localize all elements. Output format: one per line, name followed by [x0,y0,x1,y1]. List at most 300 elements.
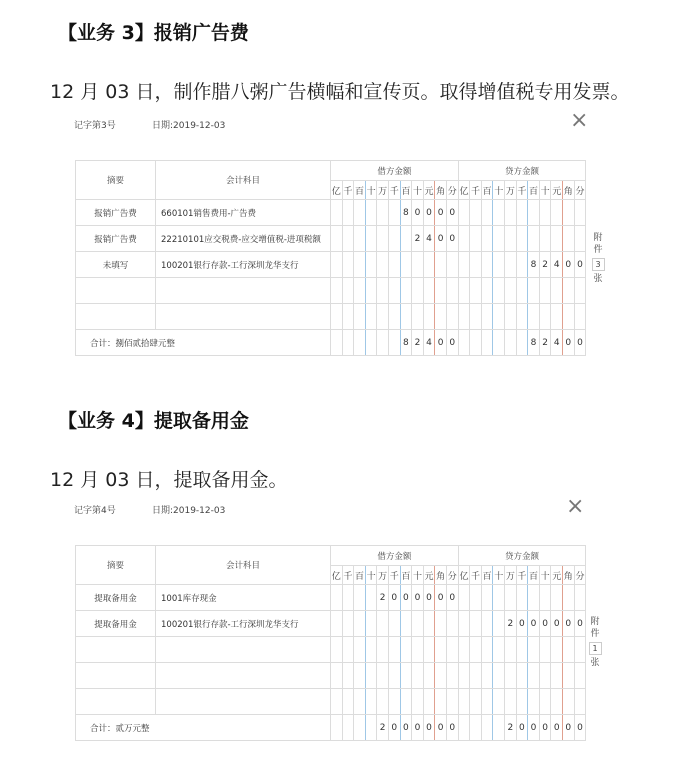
credit-digit[interactable] [458,585,470,611]
credit-digit[interactable] [574,689,586,715]
credit-digit[interactable] [563,663,575,689]
credit-digit[interactable] [493,304,505,330]
credit-digit[interactable] [470,200,482,226]
row-account[interactable] [156,689,331,715]
debit-digit[interactable]: 0 [412,585,424,611]
credit-digit[interactable] [516,304,528,330]
unit-label: 万 [377,181,389,200]
credit-digit[interactable] [551,200,563,226]
total-debit-digit: 2 [412,330,424,356]
total-debit-digit: 0 [435,715,447,741]
credit-digit[interactable] [574,226,586,252]
debit-digit[interactable] [354,637,366,663]
attachment-label: 件 [590,629,600,639]
credit-digit[interactable] [563,304,575,330]
credit-digit[interactable] [528,585,540,611]
debit-digit[interactable] [412,252,424,278]
row-account[interactable]: 22210101应交税费-应交增值税-进项税额 [156,226,331,252]
credit-digit[interactable] [551,689,563,715]
debit-digit[interactable] [446,689,458,715]
debit-digit[interactable] [435,304,447,330]
credit-digit[interactable] [481,663,493,689]
total-debit-digit [377,330,389,356]
debit-digit[interactable] [423,278,435,304]
voucher-row[interactable] [76,200,586,226]
debit-digit[interactable] [377,200,389,226]
credit-digit[interactable] [481,200,493,226]
debit-digit[interactable] [342,200,354,226]
row-summary[interactable]: 提取备用金 [76,585,156,611]
credit-digit[interactable]: 0 [551,611,563,637]
unit-label: 十 [412,566,424,585]
debit-digit[interactable] [377,663,389,689]
credit-digit[interactable] [493,226,505,252]
debit-digit[interactable] [365,611,377,637]
credit-digit[interactable] [516,663,528,689]
credit-digit[interactable] [505,663,517,689]
debit-digit[interactable] [435,611,447,637]
debit-digit[interactable] [365,689,377,715]
debit-digit[interactable] [435,252,447,278]
credit-digit[interactable] [470,689,482,715]
row-summary[interactable] [76,304,156,330]
row-account[interactable]: 660101销售费用-广告费 [156,200,331,226]
debit-digit[interactable] [377,278,389,304]
debit-digit[interactable] [331,585,343,611]
debit-digit[interactable] [331,637,343,663]
credit-digit[interactable] [528,637,540,663]
credit-digit[interactable] [493,252,505,278]
debit-digit[interactable] [365,278,377,304]
debit-digit[interactable]: 0 [412,200,424,226]
debit-digit[interactable] [400,663,412,689]
header-debit: 借方金额 [331,546,459,566]
debit-digit[interactable] [423,663,435,689]
debit-digit[interactable] [354,252,366,278]
unit-label: 角 [563,566,575,585]
unit-label: 分 [446,181,458,200]
debit-digit[interactable] [331,278,343,304]
credit-digit[interactable] [574,200,586,226]
debit-digit[interactable] [342,689,354,715]
credit-digit[interactable] [505,304,517,330]
debit-digit[interactable] [423,304,435,330]
unit-label: 元 [551,566,563,585]
credit-digit[interactable]: 0 [516,611,528,637]
total-debit-digit [331,330,343,356]
unit-label: 十 [539,181,551,200]
debit-digit[interactable]: 0 [446,585,458,611]
unit-label: 万 [505,181,517,200]
debit-digit[interactable] [423,637,435,663]
credit-digit[interactable] [551,304,563,330]
debit-digit[interactable] [365,585,377,611]
debit-digit[interactable] [412,278,424,304]
voucher-number: 记字第4号 [74,506,116,516]
debit-digit[interactable] [435,637,447,663]
credit-digit[interactable] [551,637,563,663]
debit-digit[interactable] [342,304,354,330]
total-debit-digit: 2 [377,715,389,741]
unit-label: 百 [400,566,412,585]
row-account[interactable]: 100201银行存款-工行深圳龙华支行 [156,252,331,278]
credit-digit[interactable] [539,585,551,611]
credit-digit[interactable] [516,278,528,304]
unit-label: 亿 [458,566,470,585]
credit-digit[interactable] [481,252,493,278]
credit-digit[interactable] [563,585,575,611]
debit-digit[interactable] [423,689,435,715]
credit-digit[interactable] [470,226,482,252]
credit-digit[interactable] [539,226,551,252]
debit-digit[interactable] [377,226,389,252]
credit-digit[interactable] [516,252,528,278]
debit-digit[interactable] [412,637,424,663]
row-summary[interactable]: 报销广告费 [76,200,156,226]
debit-digit[interactable] [388,252,400,278]
unit-label: 千 [516,181,528,200]
debit-digit[interactable] [400,226,412,252]
row-account[interactable] [156,304,331,330]
credit-digit[interactable] [493,278,505,304]
credit-digit[interactable] [458,689,470,715]
credit-digit[interactable] [563,200,575,226]
credit-digit[interactable] [574,663,586,689]
debit-digit[interactable] [354,663,366,689]
credit-digit[interactable] [481,278,493,304]
debit-digit[interactable]: 0 [435,200,447,226]
debit-digit[interactable] [388,278,400,304]
credit-digit[interactable] [563,278,575,304]
debit-digit[interactable] [365,663,377,689]
credit-digit[interactable] [493,637,505,663]
unit-label: 百 [400,181,412,200]
total-credit-digit [481,715,493,741]
credit-digit[interactable] [470,252,482,278]
debit-digit[interactable] [331,226,343,252]
debit-digit[interactable] [354,226,366,252]
section-description: 12 月 03 日，制作腊八粥广告横幅和宣传页。取得增值税专用发票。 [50,81,630,103]
credit-digit[interactable] [458,663,470,689]
voucher-row[interactable] [76,637,586,663]
header-account: 会计科目 [156,161,331,200]
debit-digit[interactable]: 8 [400,200,412,226]
credit-digit[interactable] [574,304,586,330]
debit-digit[interactable] [400,252,412,278]
credit-digit[interactable] [539,200,551,226]
debit-digit[interactable] [354,611,366,637]
debit-digit[interactable] [354,689,366,715]
credit-digit[interactable] [516,226,528,252]
debit-digit[interactable]: 4 [423,226,435,252]
credit-digit[interactable]: 0 [528,611,540,637]
debit-digit[interactable] [400,611,412,637]
debit-digit[interactable] [400,689,412,715]
credit-digit[interactable] [481,611,493,637]
debit-digit[interactable] [342,611,354,637]
debit-digit[interactable] [365,226,377,252]
credit-digit[interactable] [493,200,505,226]
debit-digit[interactable] [354,304,366,330]
section-heading: 【业务 3】报销广告费 [58,22,249,44]
credit-digit[interactable] [528,689,540,715]
total-debit-digit: 0 [423,715,435,741]
credit-digit[interactable]: 0 [574,252,586,278]
debit-digit[interactable] [342,252,354,278]
debit-digit[interactable]: 0 [435,226,447,252]
credit-digit[interactable] [574,278,586,304]
total-credit-digit: 2 [539,330,551,356]
attachment-label: 张 [590,658,600,668]
debit-digit[interactable] [354,200,366,226]
credit-digit[interactable] [528,304,540,330]
credit-digit[interactable] [505,637,517,663]
debit-digit[interactable] [342,278,354,304]
credit-digit[interactable] [470,663,482,689]
debit-digit[interactable] [354,585,366,611]
debit-digit[interactable]: 2 [412,226,424,252]
credit-digit[interactable] [493,611,505,637]
credit-digit[interactable] [528,200,540,226]
credit-digit[interactable] [528,663,540,689]
attachment-label: 附 [593,233,603,243]
debit-digit[interactable] [400,278,412,304]
credit-digit[interactable] [539,663,551,689]
debit-digit[interactable]: 0 [423,585,435,611]
credit-digit[interactable] [539,689,551,715]
debit-digit[interactable] [412,689,424,715]
credit-digit[interactable]: 0 [574,611,586,637]
unit-label: 千 [342,181,354,200]
debit-digit[interactable] [388,689,400,715]
debit-digit[interactable] [342,226,354,252]
debit-digit[interactable] [365,252,377,278]
credit-digit[interactable] [458,200,470,226]
debit-digit[interactable] [400,304,412,330]
voucher-row[interactable] [76,585,586,611]
voucher-row[interactable] [76,689,586,715]
credit-digit[interactable]: 0 [563,611,575,637]
debit-digit[interactable]: 0 [400,585,412,611]
credit-digit[interactable] [470,278,482,304]
debit-digit[interactable] [388,663,400,689]
credit-digit[interactable] [551,585,563,611]
debit-digit[interactable] [342,637,354,663]
row-summary[interactable] [76,689,156,715]
header-account: 会计科目 [156,546,331,585]
total-debit-digit: 0 [388,715,400,741]
debit-digit[interactable] [412,304,424,330]
debit-digit[interactable] [446,637,458,663]
unit-label: 百 [354,181,366,200]
unit-label: 角 [435,566,447,585]
unit-label: 百 [354,566,366,585]
unit-label: 万 [377,566,389,585]
debit-digit[interactable] [388,200,400,226]
debit-digit[interactable] [331,611,343,637]
credit-digit[interactable] [470,637,482,663]
credit-digit[interactable]: 2 [505,611,517,637]
credit-digit[interactable] [563,226,575,252]
row-account[interactable] [156,663,331,689]
row-summary[interactable] [76,278,156,304]
debit-digit[interactable] [377,637,389,663]
credit-digit[interactable] [539,637,551,663]
debit-digit[interactable] [365,637,377,663]
debit-digit[interactable]: 0 [446,226,458,252]
debit-digit[interactable] [331,689,343,715]
debit-digit[interactable] [400,637,412,663]
credit-digit[interactable] [470,304,482,330]
attachment-count-input[interactable]: 1 [589,642,602,655]
debit-digit[interactable] [377,611,389,637]
debit-digit[interactable] [377,689,389,715]
debit-digit[interactable] [435,278,447,304]
credit-digit[interactable] [505,252,517,278]
credit-digit[interactable] [505,689,517,715]
credit-digit[interactable]: 0 [539,611,551,637]
debit-digit[interactable]: 0 [446,200,458,226]
debit-digit[interactable] [377,304,389,330]
attachment-label: 张 [593,274,603,284]
row-summary[interactable]: 未填写 [76,252,156,278]
debit-digit[interactable] [446,278,458,304]
credit-digit[interactable] [528,278,540,304]
credit-digit[interactable] [470,611,482,637]
row-summary[interactable]: 报销广告费 [76,226,156,252]
debit-digit[interactable]: 2 [377,585,389,611]
debit-digit[interactable] [446,611,458,637]
credit-digit[interactable] [481,226,493,252]
credit-digit[interactable]: 4 [551,252,563,278]
debit-digit[interactable] [342,585,354,611]
credit-digit[interactable]: 0 [563,252,575,278]
credit-digit[interactable] [505,585,517,611]
credit-digit[interactable] [551,278,563,304]
row-account[interactable] [156,637,331,663]
credit-digit[interactable] [516,637,528,663]
credit-digit[interactable] [516,200,528,226]
row-summary[interactable] [76,663,156,689]
debit-digit[interactable] [342,663,354,689]
credit-digit[interactable]: 8 [528,252,540,278]
credit-digit[interactable] [458,252,470,278]
debit-digit[interactable] [435,689,447,715]
credit-digit[interactable] [505,200,517,226]
credit-digit[interactable] [516,585,528,611]
debit-digit[interactable] [331,200,343,226]
credit-digit[interactable] [481,689,493,715]
total-credit-digit: 0 [563,715,575,741]
voucher-row[interactable] [76,252,586,278]
total-debit-digit [365,715,377,741]
credit-digit[interactable] [493,663,505,689]
debit-digit[interactable] [446,252,458,278]
credit-digit[interactable] [481,585,493,611]
credit-digit[interactable] [516,689,528,715]
credit-digit[interactable] [458,278,470,304]
credit-digit[interactable] [458,637,470,663]
credit-digit[interactable] [470,585,482,611]
debit-digit[interactable] [446,304,458,330]
debit-digit[interactable] [388,637,400,663]
row-account[interactable] [156,278,331,304]
header-summary: 摘要 [76,546,156,585]
unit-label: 十 [365,566,377,585]
debit-digit[interactable] [435,663,447,689]
credit-digit[interactable] [505,226,517,252]
total-debit-digit [354,330,366,356]
credit-digit[interactable] [539,278,551,304]
credit-digit[interactable] [481,304,493,330]
credit-digit[interactable] [458,611,470,637]
credit-digit[interactable] [481,637,493,663]
row-summary[interactable] [76,637,156,663]
debit-digit[interactable] [354,278,366,304]
credit-digit[interactable] [551,663,563,689]
credit-digit[interactable] [528,226,540,252]
debit-digit[interactable] [331,304,343,330]
credit-digit[interactable] [505,278,517,304]
unit-label: 千 [388,181,400,200]
header-debit: 借方金额 [331,161,459,181]
debit-digit[interactable] [388,226,400,252]
debit-digit[interactable] [331,663,343,689]
debit-digit[interactable] [388,304,400,330]
debit-digit[interactable]: 0 [435,585,447,611]
debit-digit[interactable] [377,252,389,278]
credit-digit[interactable] [551,226,563,252]
debit-digit[interactable] [388,611,400,637]
debit-digit[interactable]: 0 [423,200,435,226]
total-credit-digit: 0 [574,330,586,356]
voucher-row[interactable] [76,278,586,304]
voucher-row[interactable] [76,226,586,252]
credit-digit[interactable] [574,585,586,611]
attachment-count-input[interactable]: 3 [592,258,605,271]
credit-digit[interactable] [493,689,505,715]
debit-digit[interactable] [446,663,458,689]
debit-digit[interactable] [423,252,435,278]
unit-label: 百 [481,181,493,200]
close-icon[interactable]: × [566,494,585,519]
row-account[interactable]: 1001库存现金 [156,585,331,611]
credit-digit[interactable] [574,637,586,663]
credit-digit[interactable] [563,689,575,715]
voucher-row[interactable] [76,663,586,689]
debit-digit[interactable]: 0 [388,585,400,611]
credit-digit[interactable] [458,304,470,330]
total-debit-digit: 8 [400,330,412,356]
credit-digit[interactable] [563,637,575,663]
close-icon[interactable]: × [570,108,589,133]
row-summary[interactable]: 提取备用金 [76,611,156,637]
total-debit-digit: 0 [446,715,458,741]
credit-digit[interactable] [539,304,551,330]
row-account[interactable]: 100201银行存款-工行深圳龙华支行 [156,611,331,637]
credit-digit[interactable] [458,226,470,252]
debit-digit[interactable] [365,200,377,226]
debit-digit[interactable] [412,611,424,637]
debit-digit[interactable] [423,611,435,637]
voucher-row[interactable] [76,611,586,637]
voucher-row[interactable] [76,304,586,330]
debit-digit[interactable] [331,252,343,278]
credit-digit[interactable] [493,585,505,611]
debit-digit[interactable] [412,663,424,689]
debit-digit[interactable] [365,304,377,330]
credit-digit[interactable]: 2 [539,252,551,278]
